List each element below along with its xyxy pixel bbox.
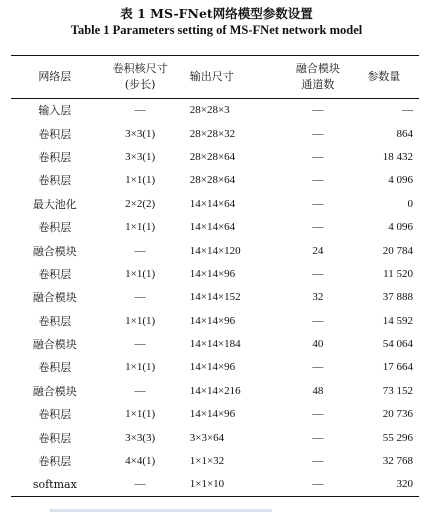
cell-output: 14×14×96	[189, 361, 236, 374]
cell-output: 3×3×64	[189, 431, 225, 444]
table-row	[11, 99, 419, 122]
cell-kernel: 3×3(3)	[125, 431, 156, 444]
cell-module: —	[312, 104, 324, 117]
table-body	[11, 99, 419, 497]
table-title-chinese: 表 1 MS-FNet网络模型参数设置	[120, 6, 313, 21]
cell-kernel: 1×1(1)	[125, 267, 156, 280]
cell-layer: 卷积层	[38, 455, 72, 469]
cell-output: 14×14×96	[189, 408, 236, 421]
cell-params: 73 152	[382, 384, 413, 397]
cell-params: 54 064	[382, 338, 413, 351]
cell-output: 14×14×64	[189, 197, 236, 210]
cell-layer: 融合模块	[32, 338, 77, 352]
table-row	[11, 286, 419, 309]
cell-layer: 融合模块	[32, 291, 77, 305]
table-row	[11, 473, 419, 496]
cell-kernel: —	[134, 104, 146, 117]
table-header	[11, 56, 419, 99]
parameters-table	[11, 55, 419, 497]
header-row	[11, 56, 419, 99]
cell-output: 28×28×32	[189, 127, 236, 140]
cell-module: —	[312, 174, 324, 187]
cell-kernel: —	[99, 473, 182, 496]
cell-params: 4 096	[388, 174, 413, 187]
cell-module: 40	[312, 338, 324, 351]
header-module-channels	[288, 56, 347, 99]
cell-output: 1×1×10	[182, 473, 288, 496]
table-row	[11, 449, 419, 472]
cell-layer: 输入层	[38, 104, 72, 118]
cell-kernel: —	[134, 244, 146, 257]
header-output	[182, 56, 288, 99]
cell-kernel: —	[134, 338, 146, 351]
table-row	[11, 145, 419, 168]
cell-params: 320	[348, 473, 419, 496]
table-row	[11, 356, 419, 379]
header-output-label: 输出尺寸	[189, 70, 234, 83]
cell-module: —	[288, 473, 347, 496]
cell-layer: 卷积层	[38, 221, 72, 235]
table-row	[11, 122, 419, 145]
cell-layer: 卷积层	[38, 408, 72, 422]
cell-output: 14×14×216	[189, 384, 241, 397]
cell-params: 18 432	[382, 150, 413, 163]
cell-kernel: 3×3(1)	[125, 150, 156, 163]
cell-output: 14×14×64	[189, 221, 236, 234]
cell-layer: softmax	[11, 473, 99, 496]
cell-layer: 卷积层	[38, 174, 72, 188]
header-layer	[11, 56, 99, 99]
cell-layer: 最大池化	[32, 197, 77, 211]
table-row	[11, 426, 419, 449]
cell-layer: 融合模块	[32, 244, 77, 258]
header-params-label: 参数量	[367, 70, 401, 83]
cell-module: —	[312, 127, 324, 140]
cell-layer: 卷积层	[38, 267, 72, 281]
cell-module: —	[312, 267, 324, 280]
cell-params: 0	[407, 197, 413, 210]
header-params	[348, 56, 419, 99]
cell-params: 37 888	[382, 291, 413, 304]
cell-kernel: 1×1(1)	[125, 314, 156, 327]
cell-params: 864	[396, 127, 413, 140]
cell-module: —	[312, 150, 324, 163]
header-kernel-line2: (步长)	[124, 78, 156, 91]
table-row	[11, 192, 419, 215]
table-row	[11, 403, 419, 426]
cell-params: 4 096	[388, 221, 413, 234]
cell-output: 14×14×96	[189, 314, 236, 327]
cell-params: 20 784	[382, 244, 413, 257]
cell-module: —	[312, 197, 324, 210]
table-row	[11, 169, 419, 192]
cell-output: 14×14×152	[189, 291, 241, 304]
cell-module: 24	[312, 244, 324, 257]
cell-kernel: 1×1(1)	[125, 361, 156, 374]
header-kernel	[99, 56, 182, 99]
cell-kernel: —	[134, 384, 146, 397]
cell-layer: 卷积层	[38, 127, 72, 141]
cell-kernel: 3×3(1)	[125, 127, 156, 140]
cell-params: 32 768	[382, 455, 413, 468]
cell-output: 1×1×32	[189, 455, 225, 468]
table-title-english: Table 1 Parameters setting of MS-FNet network model	[70, 23, 363, 37]
header-kernel-line1: 卷积核尺寸	[112, 62, 168, 75]
cell-params: 17 664	[382, 361, 413, 374]
table-row	[11, 332, 419, 355]
cell-output: 14×14×184	[189, 338, 241, 351]
table-row	[11, 215, 419, 238]
cell-layer: 卷积层	[38, 150, 72, 164]
cell-kernel: 1×1(1)	[125, 174, 156, 187]
cell-params: 11 520	[383, 267, 413, 280]
cell-params: 55 296	[382, 431, 413, 444]
cell-output: 14×14×120	[189, 244, 241, 257]
cell-kernel: 1×1(1)	[125, 221, 156, 234]
cell-module: —	[312, 361, 324, 374]
page-footer-divider	[50, 509, 272, 512]
table-row	[11, 309, 419, 332]
cell-layer: 融合模块	[32, 384, 77, 398]
cell-module: —	[312, 314, 324, 327]
cell-kernel: 1×1(1)	[125, 408, 156, 421]
cell-kernel: 4×4(1)	[125, 455, 156, 468]
cell-module: —	[312, 455, 324, 468]
cell-params: 20 736	[382, 408, 413, 421]
cell-kernel: 2×2(2)	[125, 197, 156, 210]
header-module-line2: 通道数	[301, 78, 335, 91]
cell-layer: 卷积层	[38, 431, 72, 445]
cell-output: 28×28×64	[189, 150, 236, 163]
cell-output: 14×14×96	[189, 267, 236, 280]
cell-output: 28×28×64	[189, 174, 236, 187]
cell-params: 14 592	[382, 314, 413, 327]
table-row	[11, 239, 419, 262]
cell-module: —	[312, 221, 324, 234]
header-module-line1: 融合模块	[295, 62, 340, 75]
table-row	[11, 379, 419, 402]
cell-layer: 卷积层	[38, 314, 72, 328]
cell-output: 28×28×3	[189, 104, 230, 117]
cell-module: 32	[312, 291, 324, 304]
cell-params: —	[402, 104, 413, 117]
cell-module: 48	[312, 384, 324, 397]
cell-layer: 卷积层	[38, 361, 72, 375]
header-layer-label: 网络层	[38, 70, 72, 83]
cell-module: —	[312, 408, 324, 421]
table-row	[11, 262, 419, 285]
cell-kernel: —	[134, 291, 146, 304]
cell-module: —	[312, 431, 324, 444]
